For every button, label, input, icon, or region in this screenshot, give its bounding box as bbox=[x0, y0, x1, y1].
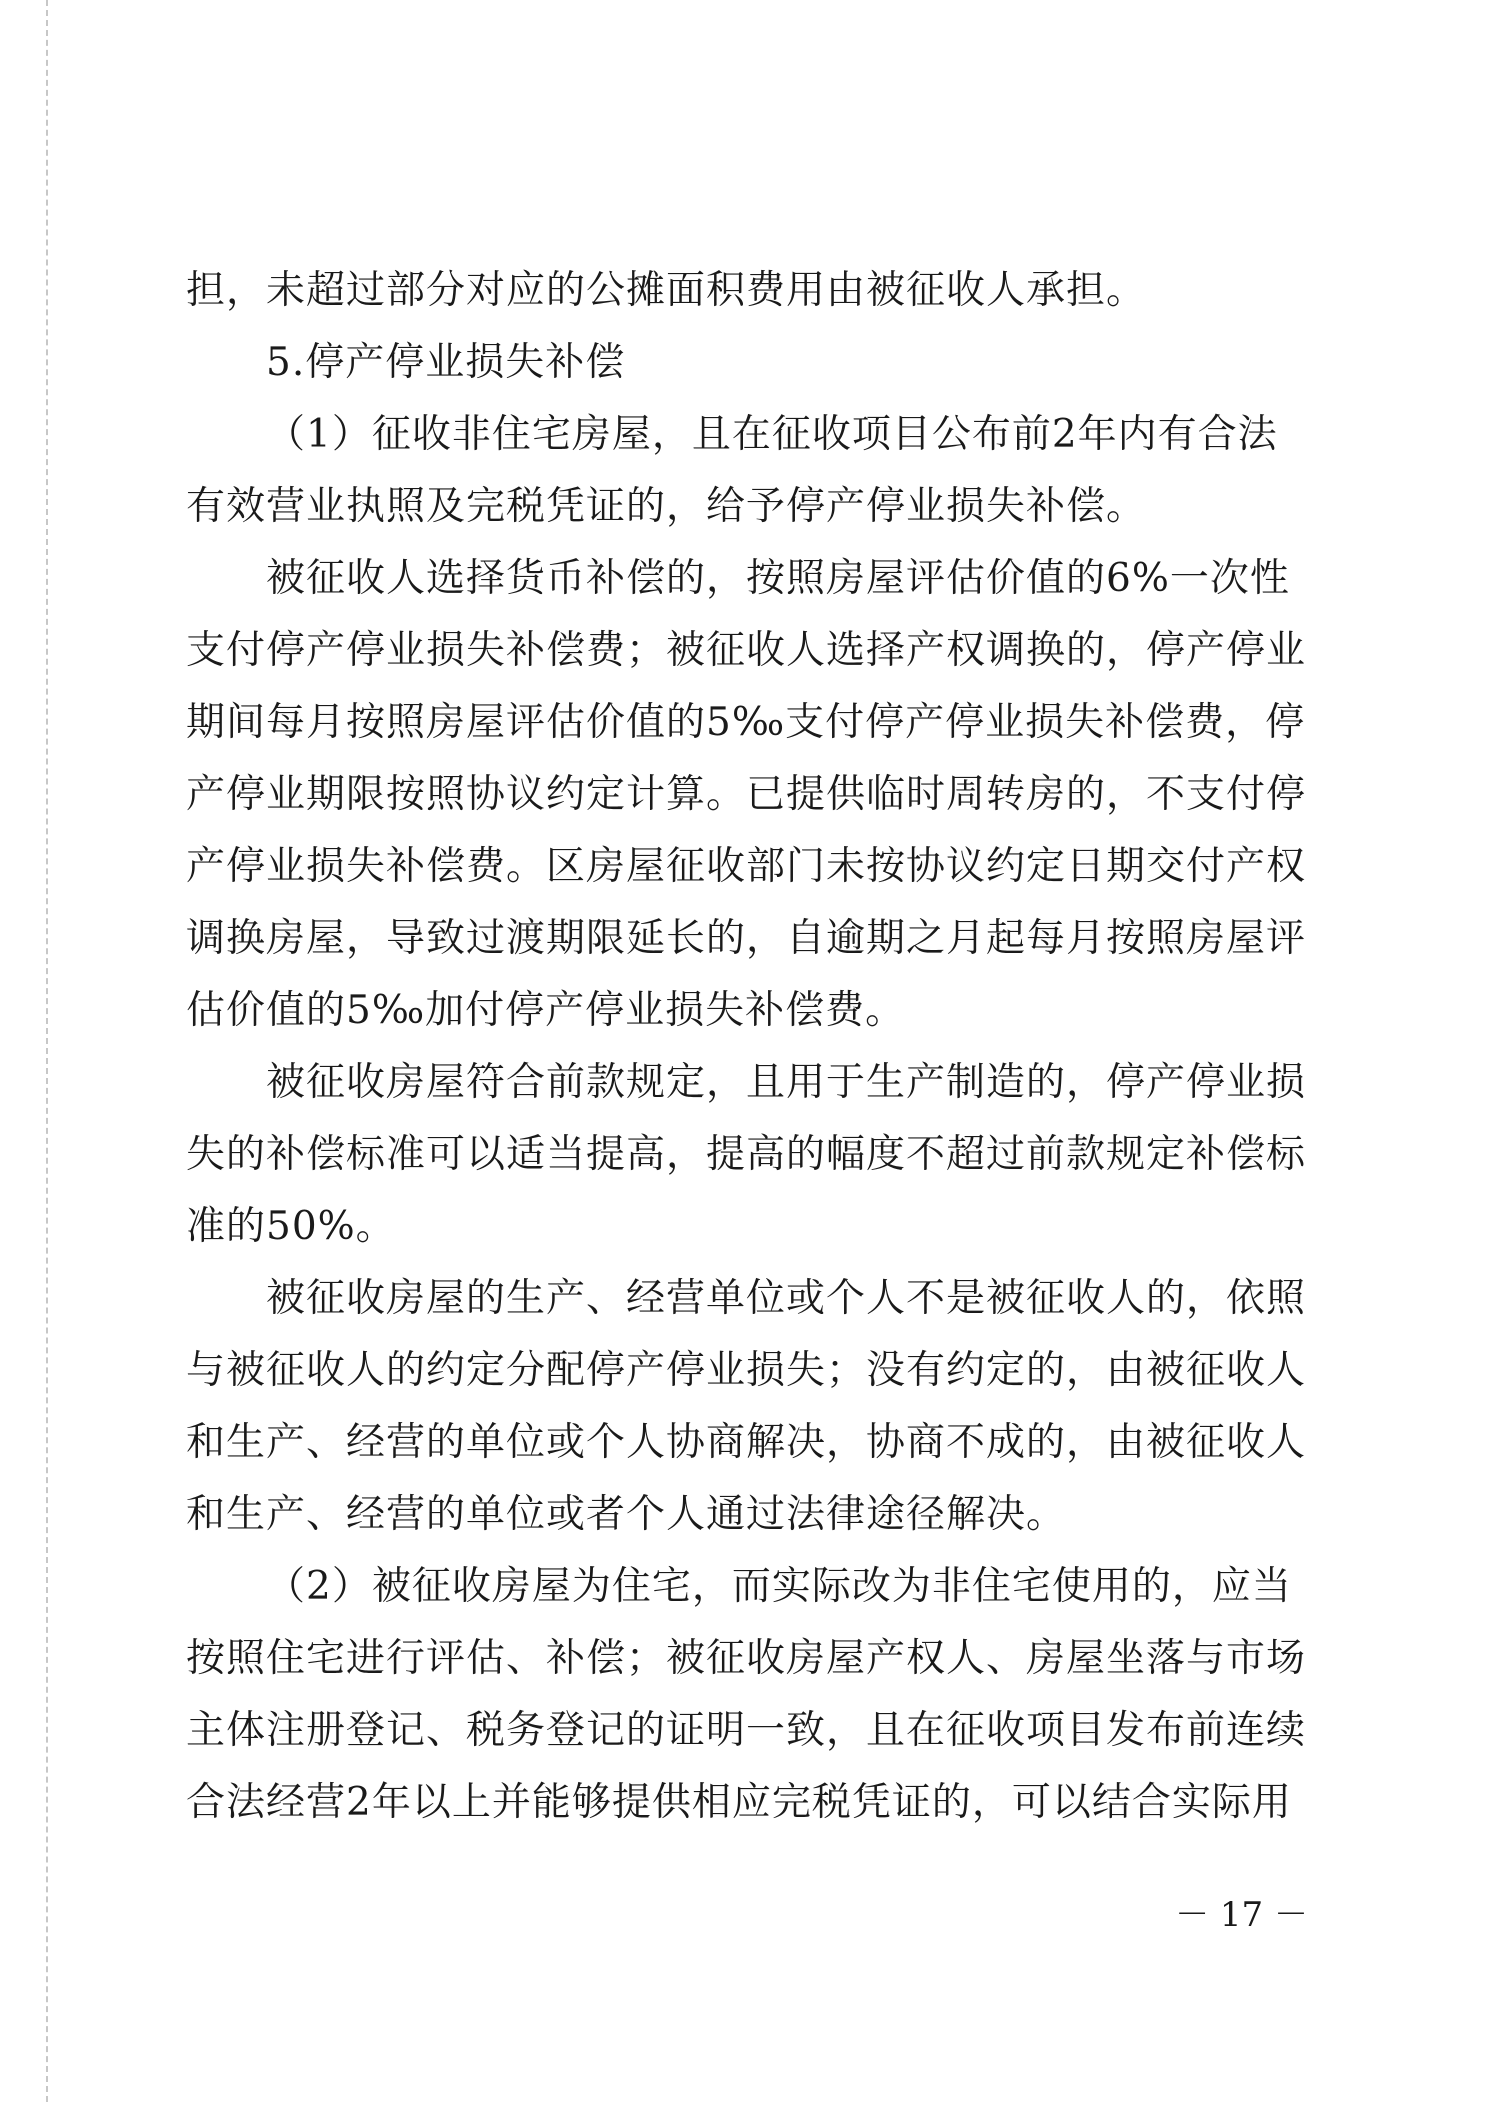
text-line: 主体注册登记、税务登记的证明一致，且在征收项目发布前连续 bbox=[186, 1708, 1307, 1753]
text-line: 产停业期限按照协议约定计算。已提供临时周转房的，不支付停 bbox=[186, 772, 1307, 817]
text-line: 期间每月按照房屋评估价值的5‰支付停产停业损失补偿费，停 bbox=[186, 700, 1306, 745]
text-line: （2）被征收房屋为住宅，而实际改为非住宅使用的，应当 bbox=[266, 1564, 1292, 1609]
text-line: 估价值的5‰加付停产停业损失补偿费。 bbox=[186, 988, 906, 1033]
text-line: 支付停产停业损失补偿费；被征收人选择产权调换的，停产停业 bbox=[186, 628, 1307, 673]
page-number: － 17 － bbox=[1175, 1895, 1308, 1935]
text-line: 被征收房屋的生产、经营单位或个人不是被征收人的，依照 bbox=[266, 1276, 1307, 1321]
text-line: 调换房屋，导致过渡期限延长的，自逾期之月起每月按照房屋评 bbox=[186, 916, 1307, 961]
text-line: 按照住宅进行评估、补偿；被征收房屋产权人、房屋坐落与市场 bbox=[186, 1636, 1307, 1681]
text-line: 准的50%。 bbox=[186, 1204, 396, 1249]
text-line: （1）征收非住宅房屋，且在征收项目公布前2年内有合法 bbox=[266, 412, 1278, 457]
text-line: 被征收房屋符合前款规定，且用于生产制造的，停产停业损 bbox=[266, 1060, 1307, 1105]
text-line: 和生产、经营的单位或者个人通过法律途径解决。 bbox=[186, 1492, 1067, 1537]
binding-margin-line bbox=[46, 0, 48, 2102]
section-heading: 5.停产停业损失补偿 bbox=[266, 340, 626, 385]
text-line: 失的补偿标准可以适当提高，提高的幅度不超过前款规定补偿标 bbox=[186, 1132, 1307, 1177]
text-line: 被征收人选择货币补偿的，按照房屋评估价值的6%一次性 bbox=[266, 556, 1290, 601]
body-text bbox=[186, 255, 1307, 1839]
text-line: 产停业损失补偿费。区房屋征收部门未按协议约定日期交付产权 bbox=[186, 844, 1307, 889]
text-line: 担，未超过部分对应的公摊面积费用由被征收人承担。 bbox=[186, 268, 1147, 313]
text-line: 和生产、经营的单位或个人协商解决，协商不成的，由被征收人 bbox=[186, 1420, 1307, 1465]
text-line: 与被征收人的约定分配停产停业损失；没有约定的，由被征收人 bbox=[186, 1348, 1307, 1393]
text-line: 合法经营2年以上并能够提供相应完税凭证的，可以结合实际用 bbox=[186, 1780, 1292, 1825]
text-line: 有效营业执照及完税凭证的，给予停产停业损失补偿。 bbox=[186, 484, 1147, 529]
